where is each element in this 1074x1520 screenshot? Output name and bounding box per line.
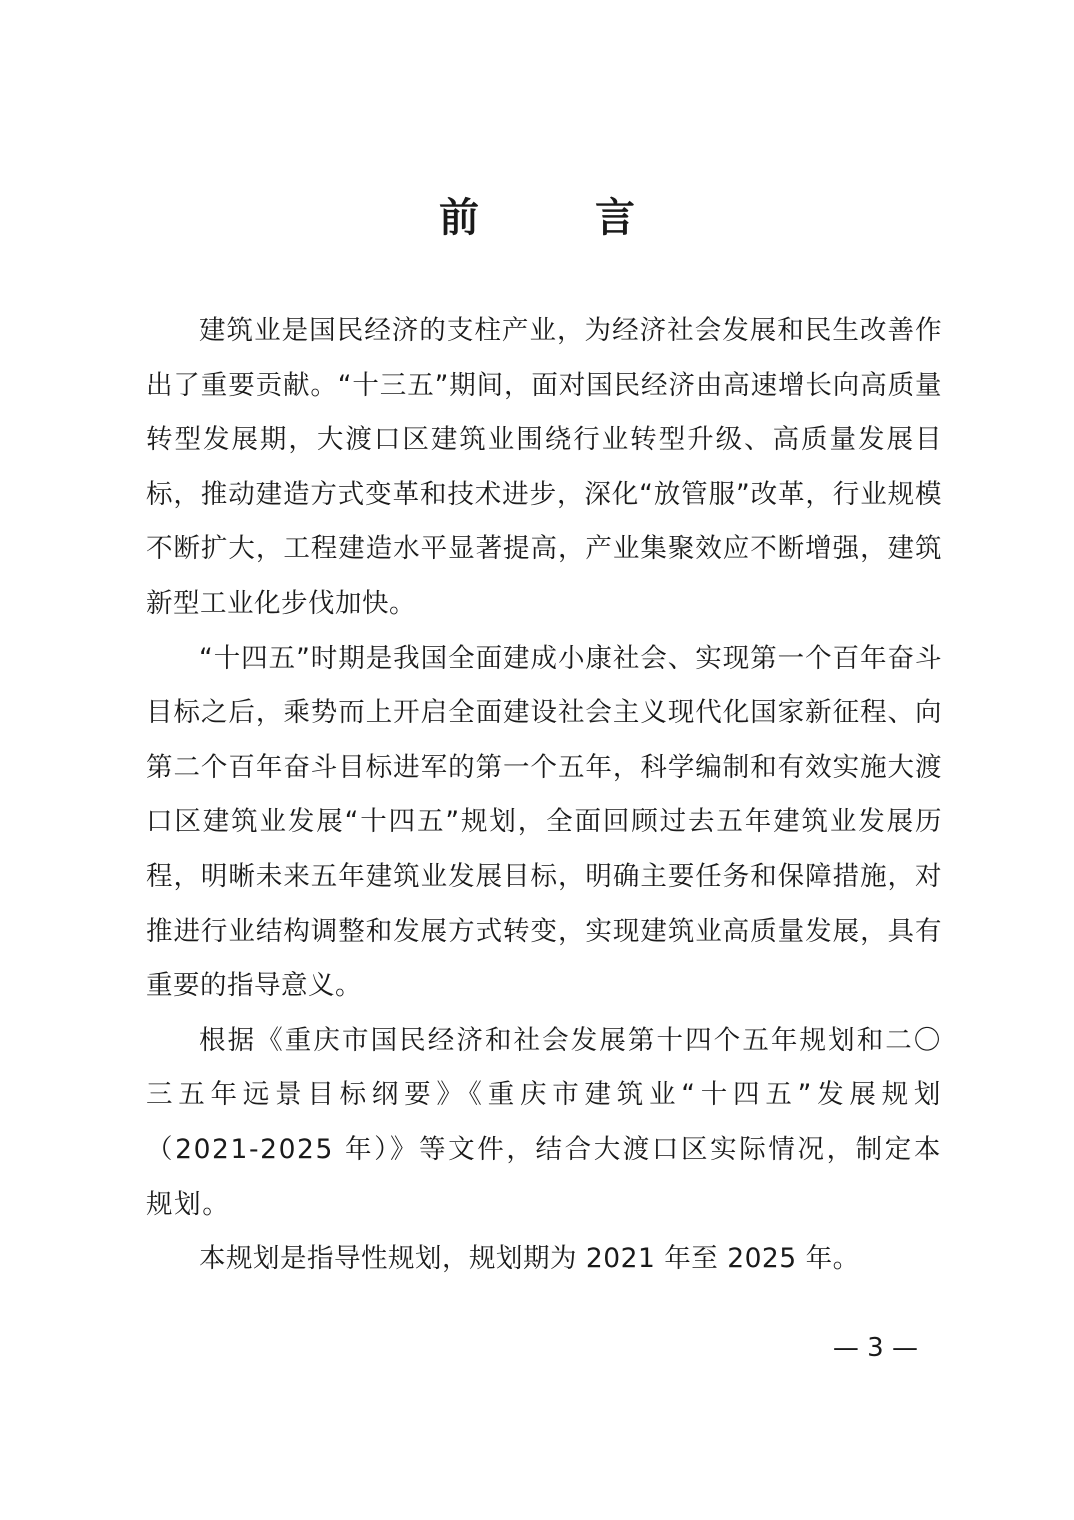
paragraph-1: 建筑业是国民经济的支柱产业，为经济社会发展和民生改善作出了重要贡献。“十三五”期间，面对国民经济由高速增长向高质量转型发展期，大渡口区建筑业围绕行业转型升级、高质量发展目标，推动建造方式变革和技术进步，深化“放管服”改革，行业规模不断扩大，工程建造水平显著提高，产业集聚效应不断增强，建筑新型工业化步伐加快。	[146, 315, 942, 619]
document-body	[146, 304, 942, 1287]
paragraph-3: 根据《重庆市国民经济和社会发展第十四个五年规划和二〇三五年远景目标纲要》《重庆市建筑业“十四五”发展规划（2021-2025 年）》等文件，结合大渡口区实际情况，制定本规划。	[146, 1024, 942, 1220]
paragraph-2: “十四五”时期是我国全面建成小康社会、实现第一个百年奋斗目标之后，乘势而上开启全面建设社会主义现代化国家新征程、向第二个百年奋斗目标进军的第一个五年，科学编制和有效实施大渡口区建筑业发展“十四五”规划，全面回顾过去五年建筑业发展历程，明晰未来五年建筑业发展目标，明确主要任务和保障措施，对推进行业结构调整和发展方式转变，实现建筑业高质量发展，具有重要的指导意义。	[146, 642, 942, 1002]
paragraph-4: 本规划是指导性规划，规划期为 2021 年至 2025 年。	[199, 1243, 860, 1275]
page-number: — 3 —	[832, 1333, 918, 1363]
page-title: 前 言	[439, 194, 673, 241]
